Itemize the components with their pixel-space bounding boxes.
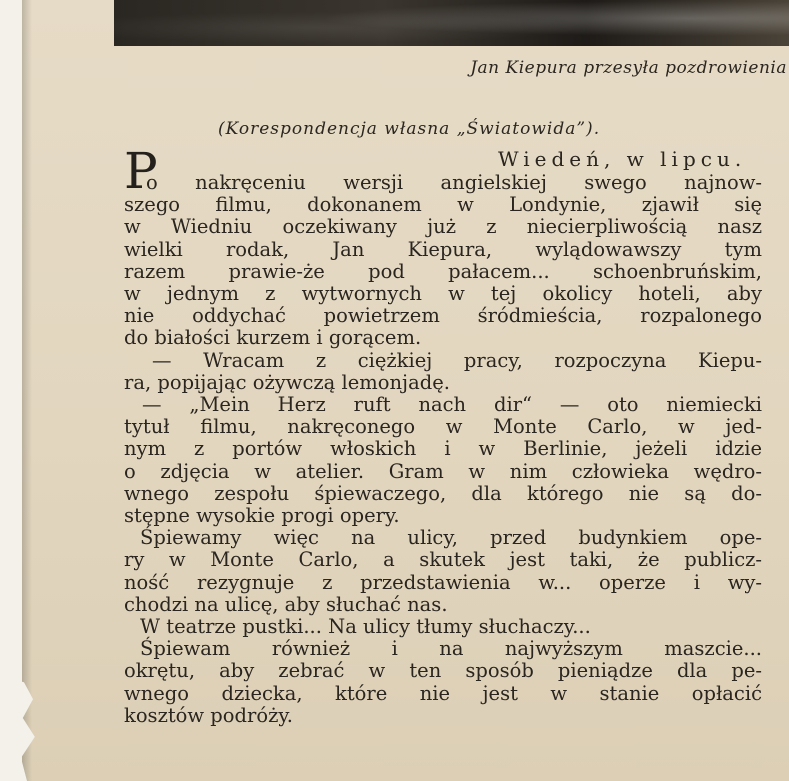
photograph-fragment	[114, 0, 789, 46]
article-line: o zdjęcia w atelier. Gram w nim człowieka wędro-	[124, 459, 762, 483]
article-body	[124, 150, 762, 727]
page-edge-shadow	[22, 0, 32, 781]
article-line: stępne wysokie progi opery.	[124, 504, 400, 528]
drop-cap: P	[124, 142, 158, 200]
article-line: W teatrze pustki... Na ulicy tłumy słuchaczy...	[140, 615, 591, 639]
dateline: Wiedeń, w lipcu.	[498, 147, 747, 171]
article-line: wnego dziecka, które nie jest w stanie opłacić	[124, 681, 762, 705]
article-line: o nakręceniu wersji angielskiej swego najnow-	[146, 171, 762, 194]
article-line: do białości kurzem i gorącem.	[124, 326, 422, 350]
article-line: nym z portów włoskich i w Berlinie, jeżeli idzie	[124, 437, 762, 461]
article-line: okrętu, aby zebrać w ten sposób pieniądze dla pe-	[124, 659, 762, 683]
article-line: — „Mein Herz ruft nach dir“ — oto niemiecki	[142, 393, 762, 417]
article-line: ry w Monte Carlo, a skutek jest taki, że publicz-	[124, 548, 762, 572]
correspondence-note: (Korespondencja własna „Światowida”).	[218, 119, 601, 139]
article-line: ra, popijając ożywczą lemonjadę.	[124, 370, 450, 394]
article-line: tytuł filmu, nakręconego w Monte Carlo, w jed-	[124, 415, 762, 439]
article-line: wielki rodak, Jan Kiepura, wylądowawszy tym	[124, 237, 762, 261]
article-line: nie oddychać powietrzem śródmieścia, rozpalonego	[124, 304, 762, 328]
article-line: ność rezygnuje z przedstawienia w... operze i wy-	[124, 570, 762, 594]
article-line: w jednym z wytwornych w tej okolicy hoteli, aby	[124, 282, 762, 306]
photo-caption: Jan Kiepura przesyła pozdrowienia	[470, 58, 787, 78]
article-line: Śpiewam również i na najwyższym maszcie...	[140, 637, 762, 661]
article-line: — Wracam z ciężkiej pracy, rozpoczyna Kiepu-	[152, 348, 762, 372]
newspaper-page	[22, 0, 789, 781]
article-line: Śpiewamy więc na ulicy, przed budynkiem ope-	[140, 526, 762, 550]
article-line: wnego zespołu śpiewaczego, dla którego nie są do-	[124, 481, 762, 505]
dateline-spacer	[124, 150, 762, 172]
article-line: razem prawie-że pod pałacem... schoenbruńskim,	[124, 259, 762, 283]
article-line: chodzi na ulicę, aby słuchać nas.	[124, 592, 448, 616]
article-line: kosztów podróży.	[124, 703, 293, 727]
article-line: szego filmu, dokonanem w Londynie, zjawił się	[124, 193, 762, 217]
article-line: w Wiedniu oczekiwany już z niecierpliwością nasz	[124, 215, 762, 239]
